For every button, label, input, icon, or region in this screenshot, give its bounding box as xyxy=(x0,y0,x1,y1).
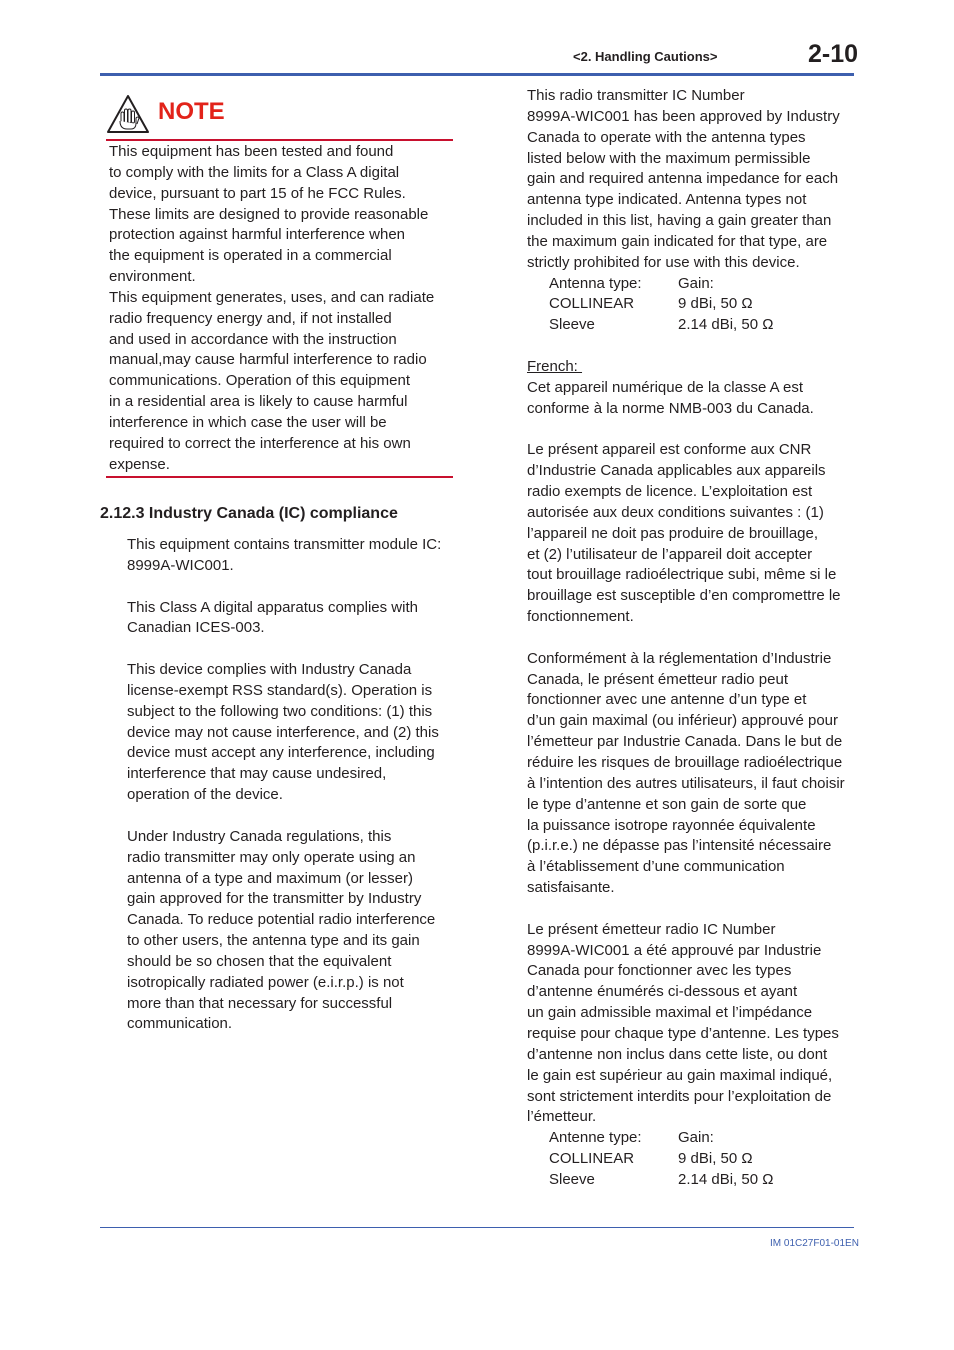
antenna-table-cell: 2.14 dBi, 50 Ω xyxy=(678,316,774,334)
body-text-line: d’antenne non inclus dans cette liste, ou dont xyxy=(527,1045,828,1063)
antenna-table-cell: 2.14 dBi, 50 Ω xyxy=(678,1170,774,1188)
body-text-line: réduire les risques de brouillage radioélectrique xyxy=(527,754,843,771)
antenna-table-cell: COLLINEAR xyxy=(549,1150,635,1168)
body-text-line: et (2) l’utilisateur de l’appareil doit accepter xyxy=(527,545,813,563)
body-text-line: communication. xyxy=(127,1015,233,1033)
body-text-line: brouillage est susceptible d’en compromettre le xyxy=(527,587,841,605)
body-text-line: l’émetteur par Industrie Canada. Dans le but de xyxy=(527,733,843,751)
caution-hand-icon xyxy=(106,94,150,134)
body-text-line: fonctionner avec une antenne d’un type et xyxy=(527,691,807,709)
antenna-table-row xyxy=(527,1170,857,1191)
body-text-line: should be so chosen that the equivalent xyxy=(127,952,392,970)
body-text-line: Cet appareil numérique de la classe A est xyxy=(527,378,803,396)
body-text-line: le gain est supérieur au gain maximal indiqué, xyxy=(527,1066,833,1084)
antenna-table-row xyxy=(527,1149,857,1170)
body-text-line: sont strictement interdits pour l’exploitation de xyxy=(527,1087,832,1105)
body-text-line: antenna of a type and maximum (or lesser) xyxy=(127,869,413,887)
body-text-line: gain approved for the transmitter by Industry xyxy=(127,890,422,908)
body-text-line: more than that necessary for successful xyxy=(127,994,393,1012)
body-text-line: included in this list, having a gain greater than xyxy=(527,212,832,230)
body-text-line: device must accept any interference, including xyxy=(127,744,435,762)
section-body xyxy=(127,535,467,1035)
body-text-line: radio exempts de licence. L’exploitation est xyxy=(527,483,813,501)
antenna-table-cell: Sleeve xyxy=(549,316,595,334)
antenna-table-cell: Sleeve xyxy=(549,1170,595,1188)
body-text-line: subject to the following two conditions: (1) this xyxy=(127,702,433,720)
body-text-line: l’émetteur. xyxy=(527,1108,597,1126)
body-text-line: This equipment contains transmitter module IC: xyxy=(127,536,442,553)
body-text-line: Under Industry Canada regulations, this xyxy=(127,827,392,845)
note-text-line: This equipment has been tested and found xyxy=(109,143,394,160)
french-label: French: xyxy=(527,357,583,375)
body-text-line: à l’établissement d’une communication xyxy=(527,858,785,876)
body-text-line: d’antenne énumérés ci-dessous et ayant xyxy=(527,983,798,1001)
note-text-line: interference in which case the user will be xyxy=(109,413,387,431)
body-text-line: fonctionnement. xyxy=(527,608,634,626)
body-text-line: 8999A-WIC001. xyxy=(127,556,234,574)
body-text-line: un gain admissible maximal et l’impédance xyxy=(527,1004,813,1022)
antenna-table-row xyxy=(527,315,857,336)
note-text-line: required to correct the interference at his own xyxy=(109,434,411,452)
note-text-line: expense. xyxy=(109,455,170,473)
body-text-line: Le présent émetteur radio IC Number xyxy=(527,920,776,938)
body-text-line: d’Industrie Canada applicables aux appareils xyxy=(527,462,826,480)
body-text-line: la puissance isotrope rayonnée équivalente xyxy=(527,816,816,834)
body-text-line: à l’intention des autres utilisateurs, il faut choisir xyxy=(527,774,845,792)
body-text-line xyxy=(527,899,857,920)
body-text-line: interference that may cause undesired, xyxy=(127,765,387,783)
body-text-line: Canada, le présent émetteur radio peut xyxy=(527,670,788,688)
note-rule-bottom xyxy=(106,476,453,478)
antenna-table-cell: 9 dBi, 50 Ω xyxy=(678,295,753,313)
running-header-section: <2. Handling Cautions> xyxy=(573,49,718,64)
antenna-table-row xyxy=(527,1128,857,1149)
body-text-line: conforme à la norme NMB-003 du Canada. xyxy=(527,399,814,417)
note-text-line: environment. xyxy=(109,268,196,286)
note-text-line: to comply with the limits for a Class A digital xyxy=(109,163,400,181)
body-text-line: tout brouillage radioélectrique subi, même si le xyxy=(527,566,837,584)
page-number: 2-10 xyxy=(808,40,859,68)
body-text-line: isotropically radiated power (e.i.r.p.) is not xyxy=(127,973,404,991)
note-text-line: radio frequency energy and, if not installed xyxy=(109,309,392,327)
body-text-line: gain and required antenna impedance for each xyxy=(527,170,839,188)
body-text-line xyxy=(527,628,857,649)
body-text-line xyxy=(127,639,467,660)
antenna-table-cell: COLLINEAR xyxy=(549,295,635,313)
header-rule xyxy=(100,73,854,76)
section-heading: 2.12.3 Industry Canada (IC) compliance xyxy=(100,505,398,522)
body-text-line: Le présent appareil est conforme aux CNR xyxy=(527,441,812,459)
body-text-line: This device complies with Industry Canada xyxy=(127,661,412,679)
body-text-line xyxy=(127,806,467,827)
antenna-table-cell: Antenne type: xyxy=(549,1129,642,1147)
body-text-line: 8999A-WIC001 has been approved by Industry xyxy=(527,107,840,125)
body-text-line: 8999A-WIC001 a été approuvé par Industrie xyxy=(527,941,822,959)
body-text-line: Canadian ICES-003. xyxy=(127,619,265,637)
body-text-line: operation of the device. xyxy=(127,786,283,804)
body-text-line: radio transmitter may only operate using an xyxy=(127,848,416,866)
body-text-line: le type d’antenne et son gain de sorte que xyxy=(527,795,807,813)
body-text-line: listed below with the maximum permissible xyxy=(527,149,811,167)
body-text-line: l’appareil ne doit pas produire de brouillage, xyxy=(527,524,819,542)
note-text-line: and used in accordance with the instruction xyxy=(109,330,397,348)
body-text-line: license-exempt RSS standard(s). Operation is xyxy=(127,681,433,699)
body-text-line: antenna type indicated. Antenna types not xyxy=(527,191,807,209)
note-text-line: These limits are designed to provide reasonable xyxy=(109,205,429,223)
body-text-line: Conformément à la réglementation d’Industrie xyxy=(527,649,832,667)
note-text-line: the equipment is operated in a commercial xyxy=(109,247,392,265)
body-text-line: Canada to operate with the antenna types xyxy=(527,128,806,146)
antenna-table-cell: 9 dBi, 50 Ω xyxy=(678,1150,753,1168)
antenna-table-row xyxy=(527,274,857,295)
document-number: IM 01C27F01-01EN xyxy=(770,1238,859,1249)
note-rule-top xyxy=(106,139,453,141)
body-text-line: (p.i.r.e.) ne dépasse pas l’intensité nécessaire xyxy=(527,837,832,855)
body-text-line: to other users, the antenna type and its gain xyxy=(127,932,420,950)
antenna-table-cell: Antenna type: xyxy=(549,274,642,292)
note-text-line: This equipment generates, uses, and can radiate xyxy=(109,288,435,306)
note-text-line: communications. Operation of this equipment xyxy=(109,372,410,390)
antenna-table-cell: Gain: xyxy=(678,1129,714,1147)
footer-rule xyxy=(100,1227,854,1228)
body-text-line xyxy=(527,420,857,441)
body-text-line: Canada pour fonctionner avec les types xyxy=(527,962,792,980)
note-title: NOTE xyxy=(158,98,225,125)
body-text-line: device may not cause interference, and (2) this xyxy=(127,723,439,741)
body-text-line: requise pour chaque type d’antenne. Les types xyxy=(527,1024,839,1042)
note-text-line: in a residential area is likely to cause harmful xyxy=(109,393,408,411)
body-text-line: autorisée aux deux conditions suivantes : (1) xyxy=(527,503,824,521)
spacer xyxy=(527,336,857,357)
body-text-line: satisfaisante. xyxy=(527,879,615,897)
antenna-table-row xyxy=(527,294,857,315)
note-text-line: protection against harmful interference when xyxy=(109,226,406,244)
body-text-line: d’un gain maximal (ou inférieur) approuvé pour xyxy=(527,712,839,730)
note-text-line: manual,may cause harmful interference to radio xyxy=(109,351,427,369)
body-text-line: This Class A digital apparatus complies with xyxy=(127,598,418,616)
body-text-line: Canada. To reduce potential radio interference xyxy=(127,911,436,929)
body-text-line: strictly prohibited for use with this device. xyxy=(527,253,800,271)
body-text-line: the maximum gain indicated for that type, are xyxy=(527,232,828,250)
note-body xyxy=(109,142,459,476)
body-text-line: This radio transmitter IC Number xyxy=(527,87,745,104)
body-text-line xyxy=(127,577,467,598)
note-text-line: device, pursuant to part 15 of he FCC Rules. xyxy=(109,184,406,202)
antenna-table-cell: Gain: xyxy=(678,274,714,292)
right-column xyxy=(527,86,857,1191)
